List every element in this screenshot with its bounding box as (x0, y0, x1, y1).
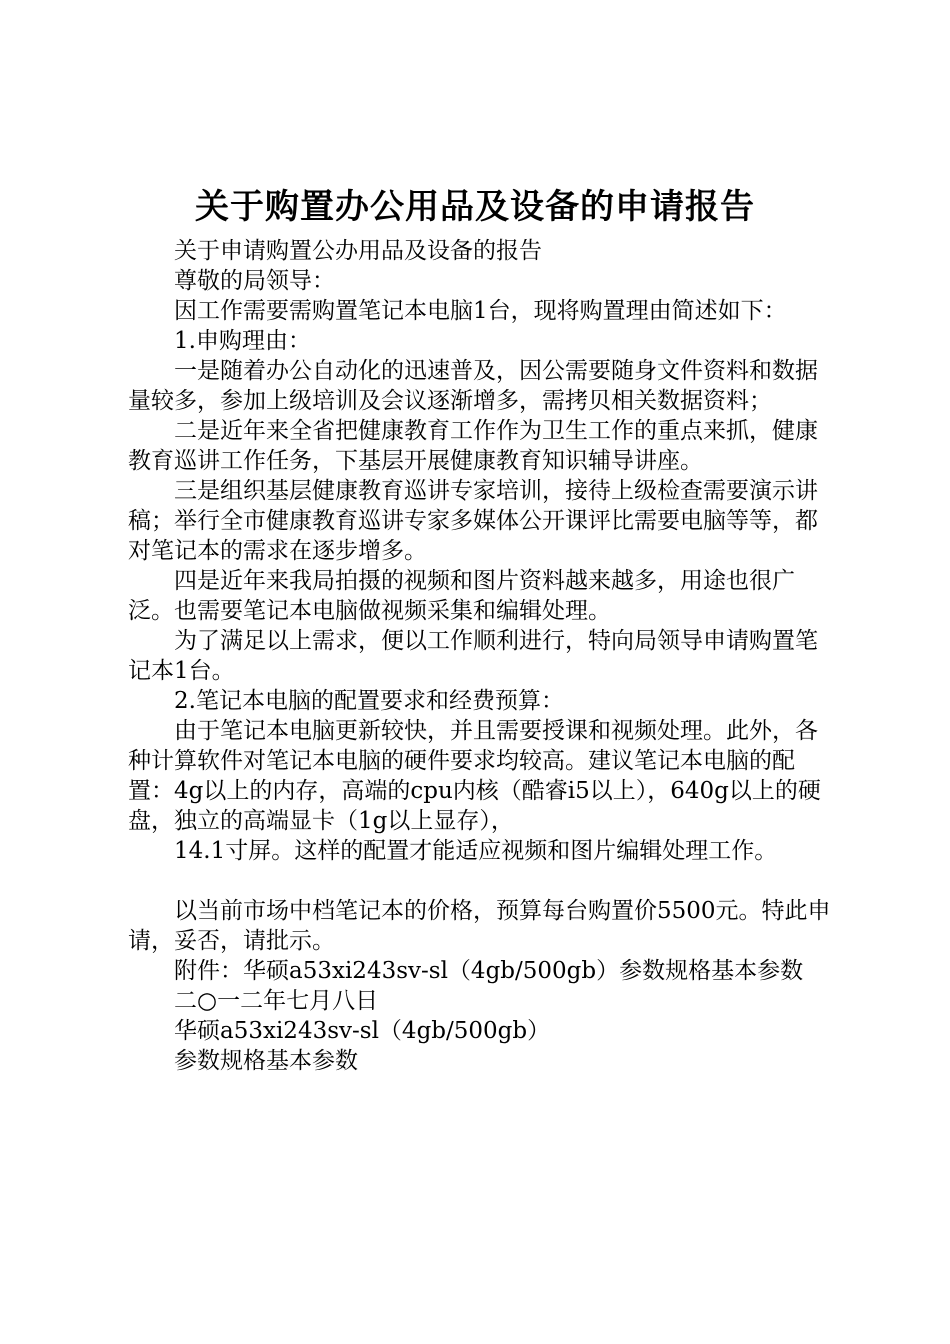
document-title: 关于购置办公用品及设备的申请报告 (195, 187, 755, 227)
paragraph-reason-1: 一是随着办公自动化的迅速普及，因公需要随身文件资料和数据量较多，参加上级培训及会议逐渐增多，需拷贝相关数据资料； (128, 358, 818, 414)
paragraph-section-1-heading: 1.申购理由： (174, 328, 311, 354)
document-body (128, 236, 832, 1076)
paragraph-reason-3: 三是组织基层健康教育巡讲专家培训，接待上级检查需要演示讲稿；举行全市健康教育巡讲专家多媒体公开课评比需要电脑等等，都对笔记本的需求在逐步增多。 (128, 478, 818, 564)
paragraph-date: 二○一二年七月八日 (174, 988, 379, 1014)
paragraph-budget: 以当前市场中档笔记本的价格，预算每台购置价5500元。特此申请，妥否，请批示。 (128, 898, 831, 954)
paragraph-model-name: 华硕a53xi243sv-sl（4gb/500gb） (174, 1018, 551, 1044)
paragraph-section-2-heading: 2.笔记本电脑的配置要求和经费预算： (174, 688, 564, 714)
paragraph-salutation: 尊敬的局领导： (174, 268, 335, 294)
paragraph-request: 为了满足以上需求，便以工作顺利进行，特向局领导申请购置笔记本1台。 (128, 628, 818, 684)
paragraph-attachment: 附件：华硕a53xi243sv-sl（4gb/500gb）参数规格基本参数 (174, 958, 804, 984)
paragraph-intro: 因工作需要需购置笔记本电脑1台，现将购置理由简述如下： (174, 298, 787, 324)
paragraph-report-subject: 关于申请购置公办用品及设备的报告 (174, 238, 542, 264)
paragraph-reason-2: 二是近年来全省把健康教育工作作为卫生工作的重点来抓，健康教育巡讲工作任务，下基层开展健康教育知识辅导讲座。 (128, 418, 818, 474)
blank-line (128, 866, 832, 896)
paragraph-specs-heading: 参数规格基本参数 (174, 1048, 358, 1074)
paragraph-reason-4: 四是近年来我局拍摄的视频和图片资料越来越多，用途也很广泛。也需要笔记本电脑做视频采集和编辑处理。 (128, 568, 795, 624)
paragraph-config-requirements: 由于笔记本电脑更新较快，并且需要授课和视频处理。此外，各种计算软件对笔记本电脑的硬件要求均较高。建议笔记本电脑的配置：4g以上的内存，高端的cpu内核（酷睿i5以上），640g以上的硬盘，独立的高端显卡（1g以上显存）， (128, 718, 821, 834)
paragraph-screen-size: 14.1寸屏。这样的配置才能适应视频和图片编辑处理工作。 (174, 838, 778, 864)
